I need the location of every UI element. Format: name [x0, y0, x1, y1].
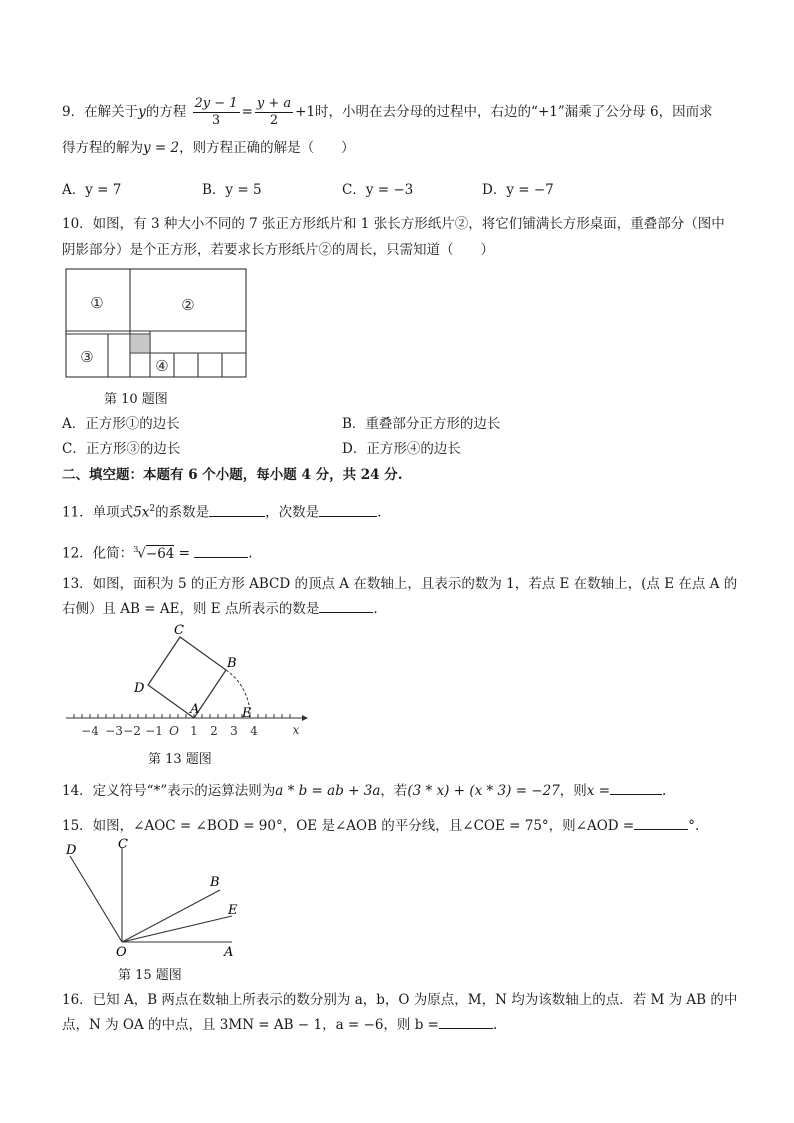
q11-exponent: 2	[149, 504, 156, 514]
q9-line2	[62, 138, 355, 158]
q14-rule: a * b = ab + 3a	[275, 783, 381, 799]
q15-point-c: C	[118, 837, 128, 852]
q10-option-d: D．正方形④的边长	[342, 441, 461, 457]
q15-blank[interactable]	[634, 815, 688, 830]
q15-ray-oe	[122, 916, 232, 942]
q9-fraction-right	[255, 96, 293, 129]
q13-point-b: B	[227, 656, 237, 671]
q14-var: x =	[586, 783, 611, 799]
q15-pre: 15．如图，∠AOC = ∠BOD = 90°，OE 是∠AOB 的平分线，且∠COE = 75°，则∠AOD =	[62, 818, 635, 834]
q9-option-a: A．y = 7	[62, 182, 122, 198]
q13-line2	[62, 598, 378, 619]
q10-figure	[64, 266, 250, 380]
q9-equals: =	[241, 104, 253, 120]
q13-point-a: A	[190, 702, 200, 717]
q9-frac2-num: y + a	[256, 96, 292, 111]
q9-option-d: D．y = −7	[482, 182, 554, 198]
q12-root-index: 3	[133, 545, 139, 554]
q10-label-4: ④	[155, 357, 169, 375]
q13-tick-neg2: −2	[123, 724, 141, 738]
q16-line2-pre: 点，N 为 OA 的中点，且 3MN = AB − 1，a = −6，则 b =	[62, 1017, 439, 1033]
q14-condition: (3 * x) + (x * 3) = −27	[407, 783, 560, 799]
q14-blank[interactable]	[610, 780, 662, 795]
q9-intro: 9．在解关于	[62, 104, 139, 120]
q11-end: .	[377, 504, 382, 521]
q14-line	[62, 780, 666, 801]
q13-tick-2: 2	[210, 724, 218, 738]
q13-tick-4: 4	[250, 724, 258, 738]
q11-blank-1[interactable]	[209, 502, 265, 517]
q9-line2-eq: y = 2	[143, 140, 180, 156]
q11-blank-2[interactable]	[319, 502, 377, 517]
q13-axis-x: x	[292, 723, 300, 737]
q13-tick-origin: O	[169, 724, 179, 738]
q12-radical-icon: √	[137, 545, 146, 562]
q10-line2: 阴影部分）是个正方形，若要求长方形纸片②的周长，只需知道（ ）	[62, 242, 494, 258]
q13-tick-3: 3	[230, 724, 238, 738]
q16-line1: 16．已知 A，B 两点在数轴上所表示的数分别为 a，b，O 为原点，M，N 均为该数轴上的点．若 M 为 AB 的中	[62, 992, 738, 1008]
q13-line2-end: .	[373, 601, 378, 617]
q10-label-3: ③	[80, 348, 94, 366]
q9-option-b: B．y = 5	[202, 182, 262, 198]
q9-line2-end: ，则方程正确的解是（ ）	[179, 140, 355, 156]
q10-overlap-shaded	[130, 334, 150, 353]
q12-blank[interactable]	[194, 543, 248, 558]
q13-line2-pre: 右侧）且 AB = AE，则 E 点所表示的数是	[62, 601, 320, 617]
q13-tick-1: 1	[190, 724, 198, 738]
q13-tick-neg4: −4	[81, 724, 99, 738]
q15-point-o: O	[116, 945, 127, 960]
q10-line1: 10．如图，有 3 种大小不同的 7 张正方形纸片和 1 张长方形纸片②，将它们铺满长方形桌面，重叠部分（图中	[62, 216, 725, 232]
q12-radicand: −64	[145, 545, 175, 562]
q9-line1	[62, 96, 713, 129]
q9-option-c: C．y = −3	[342, 182, 414, 198]
q16-blank[interactable]	[439, 1014, 493, 1029]
q13-figure	[64, 620, 314, 742]
q11-monomial: 5x	[133, 504, 150, 521]
q15-point-d: D	[66, 843, 77, 858]
q10-caption: 第 10 题图	[104, 392, 168, 407]
q13-caption: 第 13 题图	[148, 752, 212, 767]
q15-ray-od	[70, 856, 122, 942]
q9-frac2-den: 2	[269, 113, 279, 128]
q11-mid2: ，次数是	[265, 504, 320, 521]
q9-fraction-left	[193, 96, 240, 129]
q15-line	[62, 815, 699, 836]
q14-pre: 14．定义符号“*”表示的运算法则为	[62, 783, 276, 799]
q15-point-e: E	[228, 903, 238, 918]
q14-end: .	[662, 783, 667, 799]
q10-option-a: A．正方形①的边长	[62, 416, 180, 432]
q13-square-abcd	[148, 637, 226, 718]
q13-blank[interactable]	[319, 598, 373, 613]
q9-var: y	[138, 104, 146, 120]
q13-tick-neg3: −3	[105, 724, 123, 738]
q11-pre: 11．单项式	[62, 504, 134, 521]
q9-line2-text: 得方程的解为	[62, 140, 143, 156]
q12-end: .	[248, 545, 253, 562]
q10-label-1: ①	[90, 294, 104, 312]
section-2-heading: 二、填空题：本题有 6 个小题，每小题 4 分，共 24 分.	[62, 467, 403, 483]
q9-frac1-den: 3	[211, 113, 221, 128]
q9-frac1-num: 2y − 1	[194, 96, 238, 111]
q13-point-d: D	[134, 681, 145, 696]
q9-eq-label: 的方程	[145, 104, 187, 120]
q15-caption: 第 15 题图	[118, 968, 182, 983]
q12-eq: =	[174, 545, 190, 562]
q10-option-b: B．重叠部分正方形的边长	[342, 416, 501, 432]
q16-line2	[62, 1014, 497, 1035]
q15-point-b: B	[210, 875, 220, 890]
q12-line	[62, 540, 253, 564]
q15-figure	[62, 836, 247, 960]
q14-mid: ，若	[380, 783, 408, 799]
q13-tick-neg1: −1	[145, 724, 163, 738]
q13-point-e: E	[242, 706, 252, 721]
q15-point-a: A	[224, 945, 234, 960]
q12-pre: 12．化简：	[62, 545, 134, 562]
q15-end: °.	[688, 818, 700, 834]
q11-line	[62, 499, 381, 523]
q13-line1: 13．如图，面积为 5 的正方形 ABCD 的顶点 A 在数轴上，且表示的数为 1，若点 E 在数轴上，(点 E 在点 A 的	[62, 576, 738, 592]
q13-arrow-icon	[302, 715, 308, 721]
q14-mid2: ，则	[559, 783, 587, 799]
q11-mid: 的系数是	[155, 504, 210, 521]
q10-option-c: C．正方形③的边长	[62, 441, 181, 457]
q13-point-c: C	[174, 623, 184, 638]
q10-label-2: ②	[181, 296, 195, 314]
q9-after: +1时，小明在去分母的过程中，右边的“+1”漏乘了公分母 6，因而求	[295, 104, 713, 120]
q15-ray-ob	[122, 890, 220, 942]
q16-line2-end: .	[492, 1017, 498, 1033]
